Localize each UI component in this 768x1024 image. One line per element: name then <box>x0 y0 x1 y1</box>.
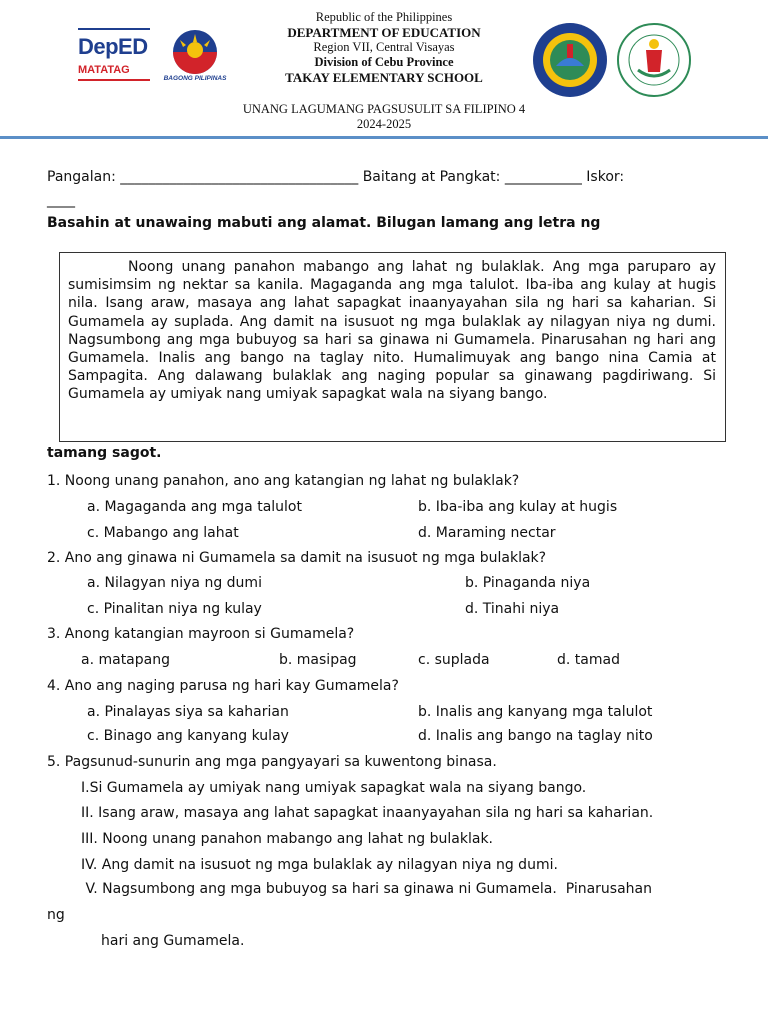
q1-choice-a[interactable]: a. Magaganda ang mga talulot <box>87 499 302 515</box>
question-2: 2. Ano ang ginawa ni Gumamela sa damit na isusuot ng mga bulaklak? <box>47 550 547 566</box>
q2-choice-c[interactable]: c. Pinalitan niya ng kulay <box>87 601 262 617</box>
q1-choice-d[interactable]: d. Maraming nectar <box>418 525 556 541</box>
letterhead <box>0 10 768 85</box>
passage-text <box>68 258 716 404</box>
passage-box <box>59 252 726 442</box>
bagong-pilipinas-text: BAGONG PILIPINAS <box>163 75 227 82</box>
q5-item-v-line1: V. Nagsumbong ang mga bubuyog sa hari sa ginawa ni Gumamela. Pinarusahan <box>81 881 653 897</box>
deped-logo-text: DepED <box>78 34 148 59</box>
q3-choice-d[interactable]: d. tamad <box>557 652 620 668</box>
grade-blank[interactable]: ___________ <box>504 169 582 185</box>
exam-title: UNANG LAGUMANG PAGSUSULIT SA FILIPINO 4 <box>242 102 526 116</box>
q2-choice-a[interactable]: a. Nilagyan niya ng dumi <box>87 575 262 591</box>
score-label: Iskor: <box>586 169 625 185</box>
question-3: 3. Anong katangian mayroon si Gumamela? <box>47 626 355 642</box>
region-line: Region VII, Central Visayas <box>313 40 455 54</box>
school-year: 2024-2025 <box>356 117 412 131</box>
q5-item-v-line3: hari ang Gumamela. <box>101 933 245 949</box>
q3-choice-a[interactable]: a. matapang <box>81 652 170 668</box>
q1-choice-b[interactable]: b. Iba-iba ang kulay at hugis <box>418 499 618 515</box>
passage-paragraph: Noong unang panahon mabango ang lahat ng bulaklak. Ang mga paruparo ay sumisimsim ng nektar sa kanila. Magaganda ang mga talulot. Iba-iba ang kulay at hugis nila. Isang araw, masaya ang lahat sapagkat inaanyayahan sila ng hari sa kaharian. Si Gumamela ay suplada. Ang damit na isusuot ng mga bulaklak ay nilagyan niya ng dumi. Nagsumbong ang mga bubuyog sa hari sa ginawa ni Gumamela. Pinarusahan ng hari ang Gumamela. Inalis ang bango na taglay nito. Humalimuyak ang bango nina Camia at Sampagita. Ang dalawang bulaklak ang naging popular sa ginawang pagdiriwang. Si Gumamela ay umiyak nang umiyak sapagkat wala na siyang bango. <box>68 259 716 403</box>
q5-item-iii: III. Noong unang panahon mabango ang lahat ng bulaklak. <box>81 831 493 847</box>
q4-choice-b[interactable]: b. Inalis ang kanyang mga talulot <box>418 704 653 720</box>
q5-item-i: I.Si Gumamela ay umiyak nang umiyak sapagkat wala na siyang bango. <box>81 780 587 796</box>
name-label: Pangalan: <box>47 169 116 185</box>
header-divider <box>0 136 768 139</box>
question-5: 5. Pagsunud-sunurin ang mga pangyayari sa kuwentong binasa. <box>47 754 497 770</box>
q5-item-ii: II. Isang araw, masaya ang lahat sapagkat inaanyayahan sila ng hari sa kaharian. <box>81 805 654 821</box>
student-info-line <box>47 169 624 185</box>
republic-line: Republic of the Philippines <box>315 10 453 24</box>
division-line: Division of Cebu Province <box>314 55 454 69</box>
exam-heading <box>0 102 768 132</box>
q2-choice-b[interactable]: b. Pinaganda niya <box>465 575 591 591</box>
q4-choice-c[interactable]: c. Binago ang kanyang kulay <box>87 728 289 744</box>
q4-choice-d[interactable]: d. Inalis ang bango na taglay nito <box>418 728 653 744</box>
matatag-text: MATATAG <box>78 64 130 76</box>
q5-item-v-line2: ng <box>47 907 65 923</box>
q3-choice-c[interactable]: c. suplada <box>418 652 490 668</box>
school-line: TAKAY ELEMENTARY SCHOOL <box>285 70 483 85</box>
q1-choice-c[interactable]: c. Mabango ang lahat <box>87 525 239 541</box>
q2-choice-d[interactable]: d. Tinahi niya <box>465 601 560 617</box>
instruction-line-2: tamang sagot. <box>47 445 162 461</box>
department-line: DEPARTMENT OF EDUCATION <box>287 25 481 40</box>
grade-label: Baitang at Pangkat: <box>362 169 501 185</box>
score-blank[interactable]: ____ <box>47 192 75 208</box>
name-blank[interactable]: __________________________________ <box>120 169 359 185</box>
q5-item-iv: IV. Ang damit na isusuot ng mga bulaklak ay nilagyan niya ng dumi. <box>81 857 558 873</box>
question-1: 1. Noong unang panahon, ano ang katangian ng lahat ng bulaklak? <box>47 473 520 489</box>
question-4: 4. Ano ang naging parusa ng hari kay Gumamela? <box>47 678 399 694</box>
q3-choice-b[interactable]: b. masipag <box>279 652 357 668</box>
q4-choice-a[interactable]: a. Pinalayas siya sa kaharian <box>87 704 289 720</box>
instruction-line-1: Basahin at unawaing mabuti ang alamat. Bilugan lamang ang letra ng <box>47 215 601 231</box>
